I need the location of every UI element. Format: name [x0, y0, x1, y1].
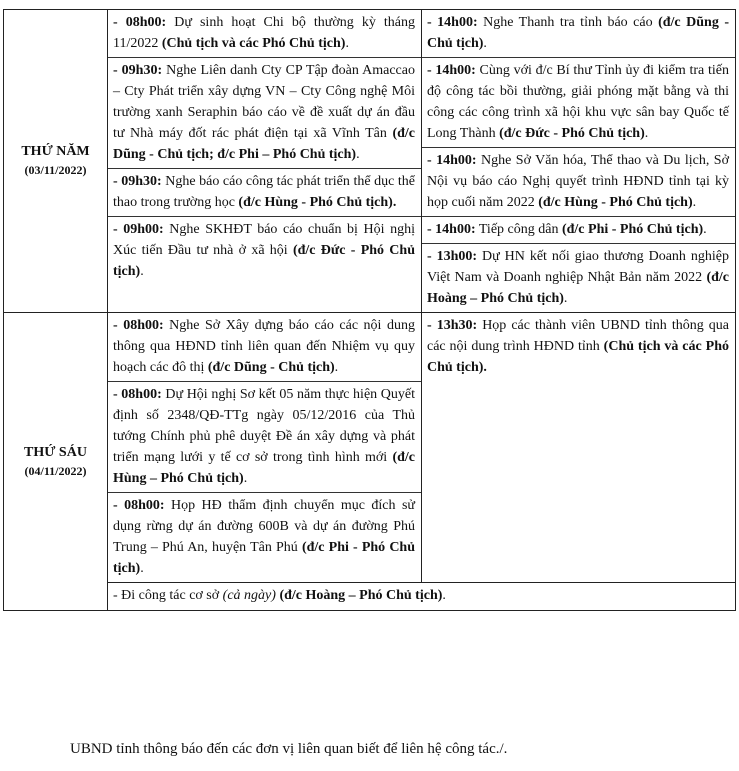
day-date: (04/11/2022): [24, 463, 87, 478]
agenda-entry: - 09h00: Nghe SKHĐT báo cáo chuẩn bị Hội nghị Xúc tiến Đầu tư nhà ở xã hội (đ/c Đức - Phó Chủ tịch).: [113, 222, 415, 279]
agenda-entry: - 13h00: Dự HN kết nối giao thương Doanh nghiệp Việt Nam và Doanh nghiệp Nhật Bản năm 2022 (đ/c Hoàng – Phó Chủ tịch).: [427, 249, 729, 306]
fullday-cell: - Đi công tác cơ sở (cả ngày) (đ/c Hoàng – Phó Chủ tịch).: [108, 583, 736, 611]
schedule-table: [3, 9, 736, 611]
agenda-entry: - 14h00: Nghe Sở Văn hóa, Thể thao và Du lịch, Sở Nội vụ báo cáo Nghị quyết trình HĐND tỉnh tại kỳ họp cuối năm 2022 (đ/c Hùng - Phó Chủ tịch).: [422, 148, 735, 217]
footer-note: UBND tỉnh thông báo đến các đơn vị liên quan biết để liên hệ công tác./.: [70, 741, 508, 757]
agenda-entry: - 08h00: Dự Hội nghị Sơ kết 05 năm thực hiện Quyết định số 2348/QĐ-TTg ngày 05/12/2016 của Thủ tướng Chính phủ phê duyệt Đề án xây dựng và phát triển mạng lưới y tế cơ sở trong tình hình mới (đ/c Hùng – Phó Chủ tịch).: [108, 382, 421, 493]
afternoon-cell: [422, 313, 736, 583]
agenda-entry: - 08h00: Họp HĐ thẩm định chuyển mục đích sử dụng rừng dự án đường 600B và dự án đường Phú Trung – Phú An, huyện Tân Phú (đ/c Phi - Phó Chủ tịch).: [113, 498, 416, 576]
morning-cell: [108, 313, 422, 583]
afternoon-cell: [422, 10, 736, 313]
day-cell: [4, 313, 108, 611]
day-row-friday: [4, 313, 736, 583]
agenda-entry: - 14h00: Cùng với đ/c Bí thư Tỉnh ủy đi kiểm tra tiến độ công tác bồi thường, giải phóng mặt bằng và thi công các công trình xã hội khu vực sân bay Quốc tế Long Thành (đ/c Đức - Phó Chủ tịch).: [422, 58, 735, 148]
agenda-entry: - 08h00: Dự sinh hoạt Chi bộ thường kỳ tháng 11/2022 (Chủ tịch và các Phó Chủ tịch).: [108, 10, 421, 58]
day-name: THỨ NĂM: [21, 144, 90, 159]
morning-cell: [108, 10, 422, 313]
agenda-entry: - 14h00: Nghe Thanh tra tỉnh báo cáo (đ/c Dũng - Chủ tịch).: [422, 10, 735, 58]
day-cell: [4, 10, 108, 313]
agenda-entry: - 09h30: Nghe báo cáo công tác phát triển thể dục thể thao trong trường học (đ/c Hùng - Phó Chủ tịch).: [108, 169, 421, 217]
agenda-entry: - 14h00: Tiếp công dân (đ/c Phi - Phó Chủ tịch).: [422, 217, 735, 244]
agenda-entry: - 08h00: Nghe Sở Xây dựng báo cáo các nội dung thông qua HĐND tỉnh liên quan đến Nhiệm vụ quy hoạch các đô thị (đ/c Dũng - Chủ tịch).: [108, 313, 421, 382]
day-row-thursday: [4, 10, 736, 313]
day-date: (03/11/2022): [24, 163, 87, 177]
agenda-entry: - 09h30: Nghe Liên danh Cty CP Tập đoàn Amaccao – Cty Phát triển xây dựng VN – Cty Công nghệ Môi trường xanh Seraphin báo cáo về đề xuất dự án đầu tư Nhà máy đốt rác phát điện tại xã Vĩnh Tân (đ/c Dũng - Chủ tịch; đ/c Phi – Phó Chủ tịch).: [108, 58, 421, 169]
agenda-entry: - 13h30: Họp các thành viên UBND tỉnh thông qua các nội dung trình HĐND tỉnh (Chủ tịch và các Phó Chủ tịch).: [427, 318, 729, 375]
day-name: THỨ SÁU: [24, 444, 87, 460]
fullday-row: [4, 583, 736, 611]
